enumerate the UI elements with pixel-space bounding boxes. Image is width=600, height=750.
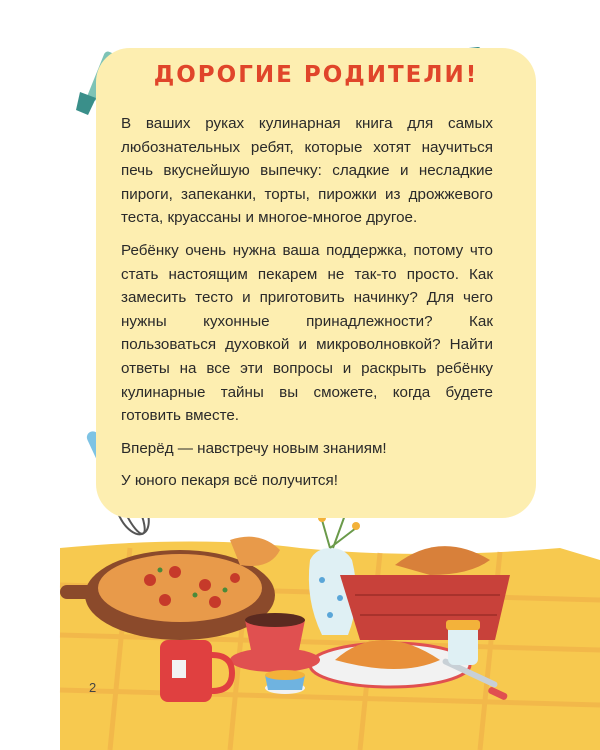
paragraph-intro: В ваших руках кулинарная книга для самых любознательных ребят, которые хотят научиться печь вкуснейшую выпечку: сладкие и несладкие пироги, запеканки, торты, пирожки из дрожжевого теста, круассаны и многое-многое другое. <box>121 115 493 227</box>
flower-vase-icon <box>309 509 360 635</box>
paragraph-forward: Вперёд — навстречу новым знаниям! <box>121 439 387 457</box>
letter-body <box>121 112 493 502</box>
jam-jar-icon <box>265 670 305 694</box>
page-title: ДОРОГИЕ РОДИТЕЛИ! <box>153 62 479 88</box>
paragraph-support: Ребёнку очень нужна ваша поддержка, потому что стать настоящим пекарем не так-то просто. Как замесить тесто и приготовить начинку? Для чего нужны кухонные принадлежности? Как пользоваться духовкой и микроволновкой? Найти ответы на все эти вопросы и раскрыть ребёнку кулинарные тайны вы сможете, когда будете готовить вместе. <box>121 241 493 425</box>
paragraph-success: У юного пекаря всё получится! <box>121 472 338 490</box>
page-number: 2 <box>89 680 97 695</box>
honey-jar-icon <box>446 620 480 665</box>
